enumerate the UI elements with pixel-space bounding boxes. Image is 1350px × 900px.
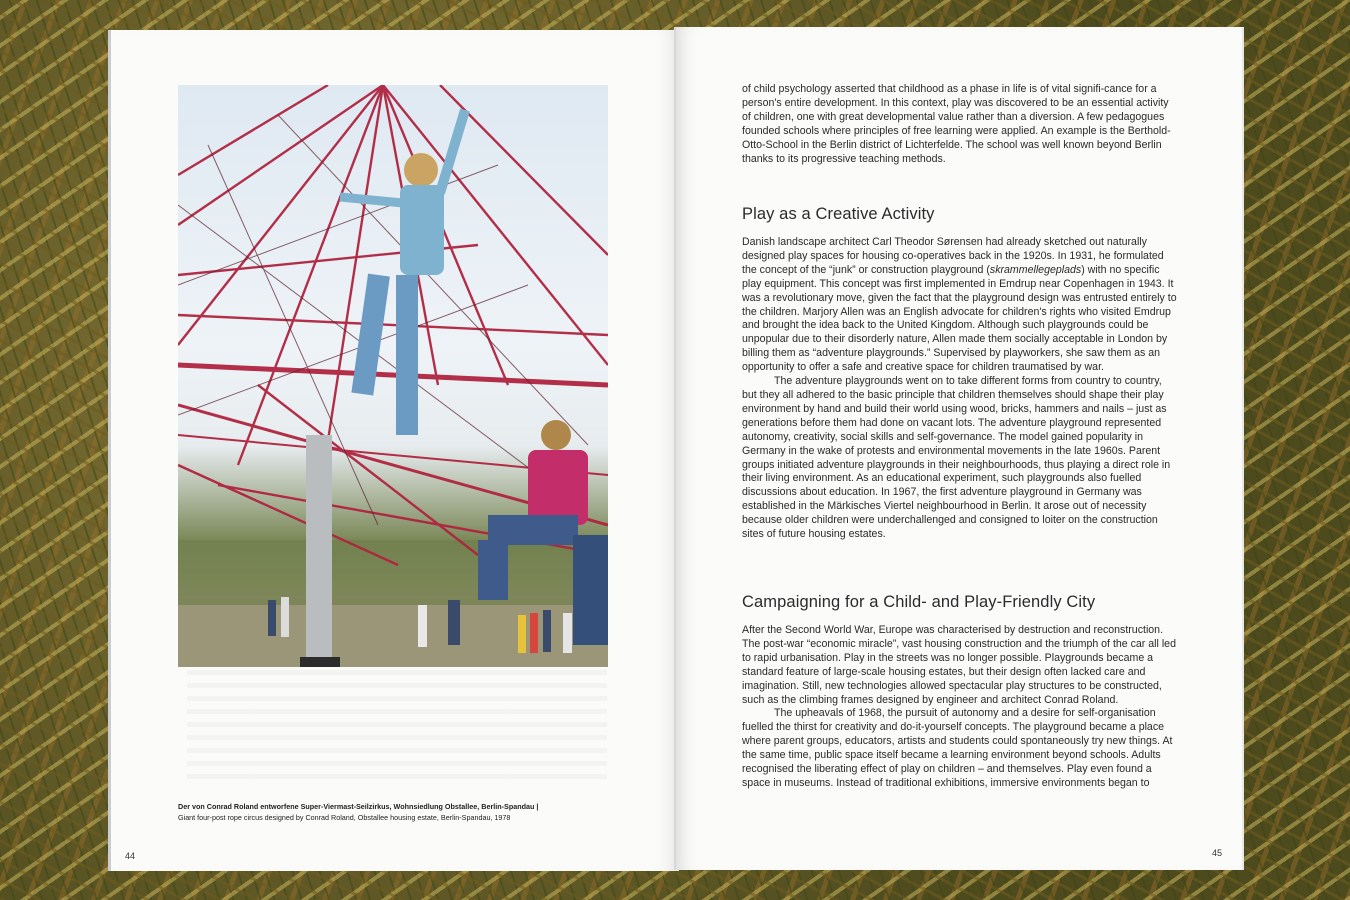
right-page (676, 27, 1244, 870)
section-heading: Campaigning for a Child- and Play-Friendly City (742, 593, 1096, 611)
caption-german: Der von Conrad Roland entworfene Super-Viermast-Seilzirkus, Wohnsiedlung Obstallee, Berlin-Spandau | (178, 802, 539, 811)
left-page (108, 30, 679, 871)
paragraph-text: Danish landscape architect Carl Theodor Sørensen had already sketched out naturally designed play spaces for housing co-operatives back in the 1920s. In 1931, he formulated the concept of the “junk” or construction playground ( (742, 236, 1164, 276)
intro-paragraph: of child psychology asserted that childhood as a phase in life is of vital signifi-cance for a person's entire development. In this context, play was discovered to be an essential activity of children, one with great developmental value rather than a diversion. A few pedagogues founded schools where principles of free learning were applied. An example is the Berthold-Otto-School in the Berlin district of Lichterfelde. The school was well known beyond Berlin thanks to its progressive teaching methods. (742, 83, 1171, 165)
photo-caption (178, 801, 648, 823)
caption-english: Giant four-post rope circus designed by Conrad Roland, Obstallee housing estate, Berlin-Spandau, 1978 (178, 813, 511, 822)
paragraph-text: The adventure playgrounds went on to take different forms from country to country, but they all adhered to the basic principle that children themselves should shape their play environment by hand and build their world using wood, bricks, hammers and nails – just as generations before them had done on vacant lots. The adventure playground represented autonomy, creativity, social skills and self-governance. The model gained popularity in Germany in the wake of protests and environmental movements in the late 1960s. Parent groups initiated adventure playgrounds in their neighbourhoods, thus playing a direct role in their living environment. As an educational experiment, such playgrounds also fuelled discussions about education. In 1967, the first adventure playground in Germany was established in the Märkisches Viertel neighbourhood in Berlin. It arose out of necessity because older children were underchallenged and consigned to loiter on the construction sites of future housing estates. (742, 375, 1171, 541)
section-creative-activity (742, 205, 1178, 542)
rope-pyramid-illustration (178, 85, 608, 667)
body-paragraph (742, 236, 1178, 375)
show-through-text (187, 670, 607, 780)
body-paragraph (742, 375, 1178, 542)
section-child-friendly-city (742, 593, 1178, 791)
intro-block (742, 83, 1178, 166)
section-heading: Play as a Creative Activity (742, 205, 935, 223)
body-paragraph: After the Second World War, Europe was characterised by destruction and reconstruction. The post-war “economic miracle”, vast housing construction and the triumph of the car all led to rapid urbanisation. Play in the streets was no longer possible. Playgrounds became a standard feature of large-scale housing estates, but their design often lacked care and imagination. Still, new technologies allowed spectacular play structures to be constructed, such as the climbing frames designed by engineer and architect Conrad Roland. (742, 624, 1176, 706)
body-paragraph (742, 707, 1178, 790)
magazine-spread (108, 27, 1242, 870)
page-number-left: 44 (125, 851, 136, 861)
playground-photo (178, 85, 608, 667)
italic-term: skrammellegeplads (989, 263, 1082, 276)
page-number-right: 45 (1211, 848, 1222, 858)
paragraph-text: The upheavals of 1968, the pursuit of autonomy and a desire for self-organisation fuelled the thirst for creativity and do-it-yourself concepts. The playground became a place where parent groups, educators, artists and students could spontaneously try new things. At the same time, public space itself became a learning environment beyond schools. Adults recognised the liberating effect of play on children – and themselves. Play even found a space in museums. Instead of traditional exhibitions, immersive environments began to (742, 707, 1173, 789)
paragraph-text: ) with no specific play equipment. This concept was first implemented in Emdrup near Copenhagen in 1943. It was a revolutionary move, given the fact that the playground design was entrusted entirely to the children. Marjory Allen was an English advocate for children's rights who visited Emdrup and brought the idea back to the United Kingdom. Although such playgrounds could be unpopular due to their disorderly nature, Allen made them socially acceptable in London by billing them as “adventure playgrounds.” Supervised by playworkers, she saw them as an opportunity to offer a safe and creative space for children traumatised by war. (742, 263, 1177, 374)
